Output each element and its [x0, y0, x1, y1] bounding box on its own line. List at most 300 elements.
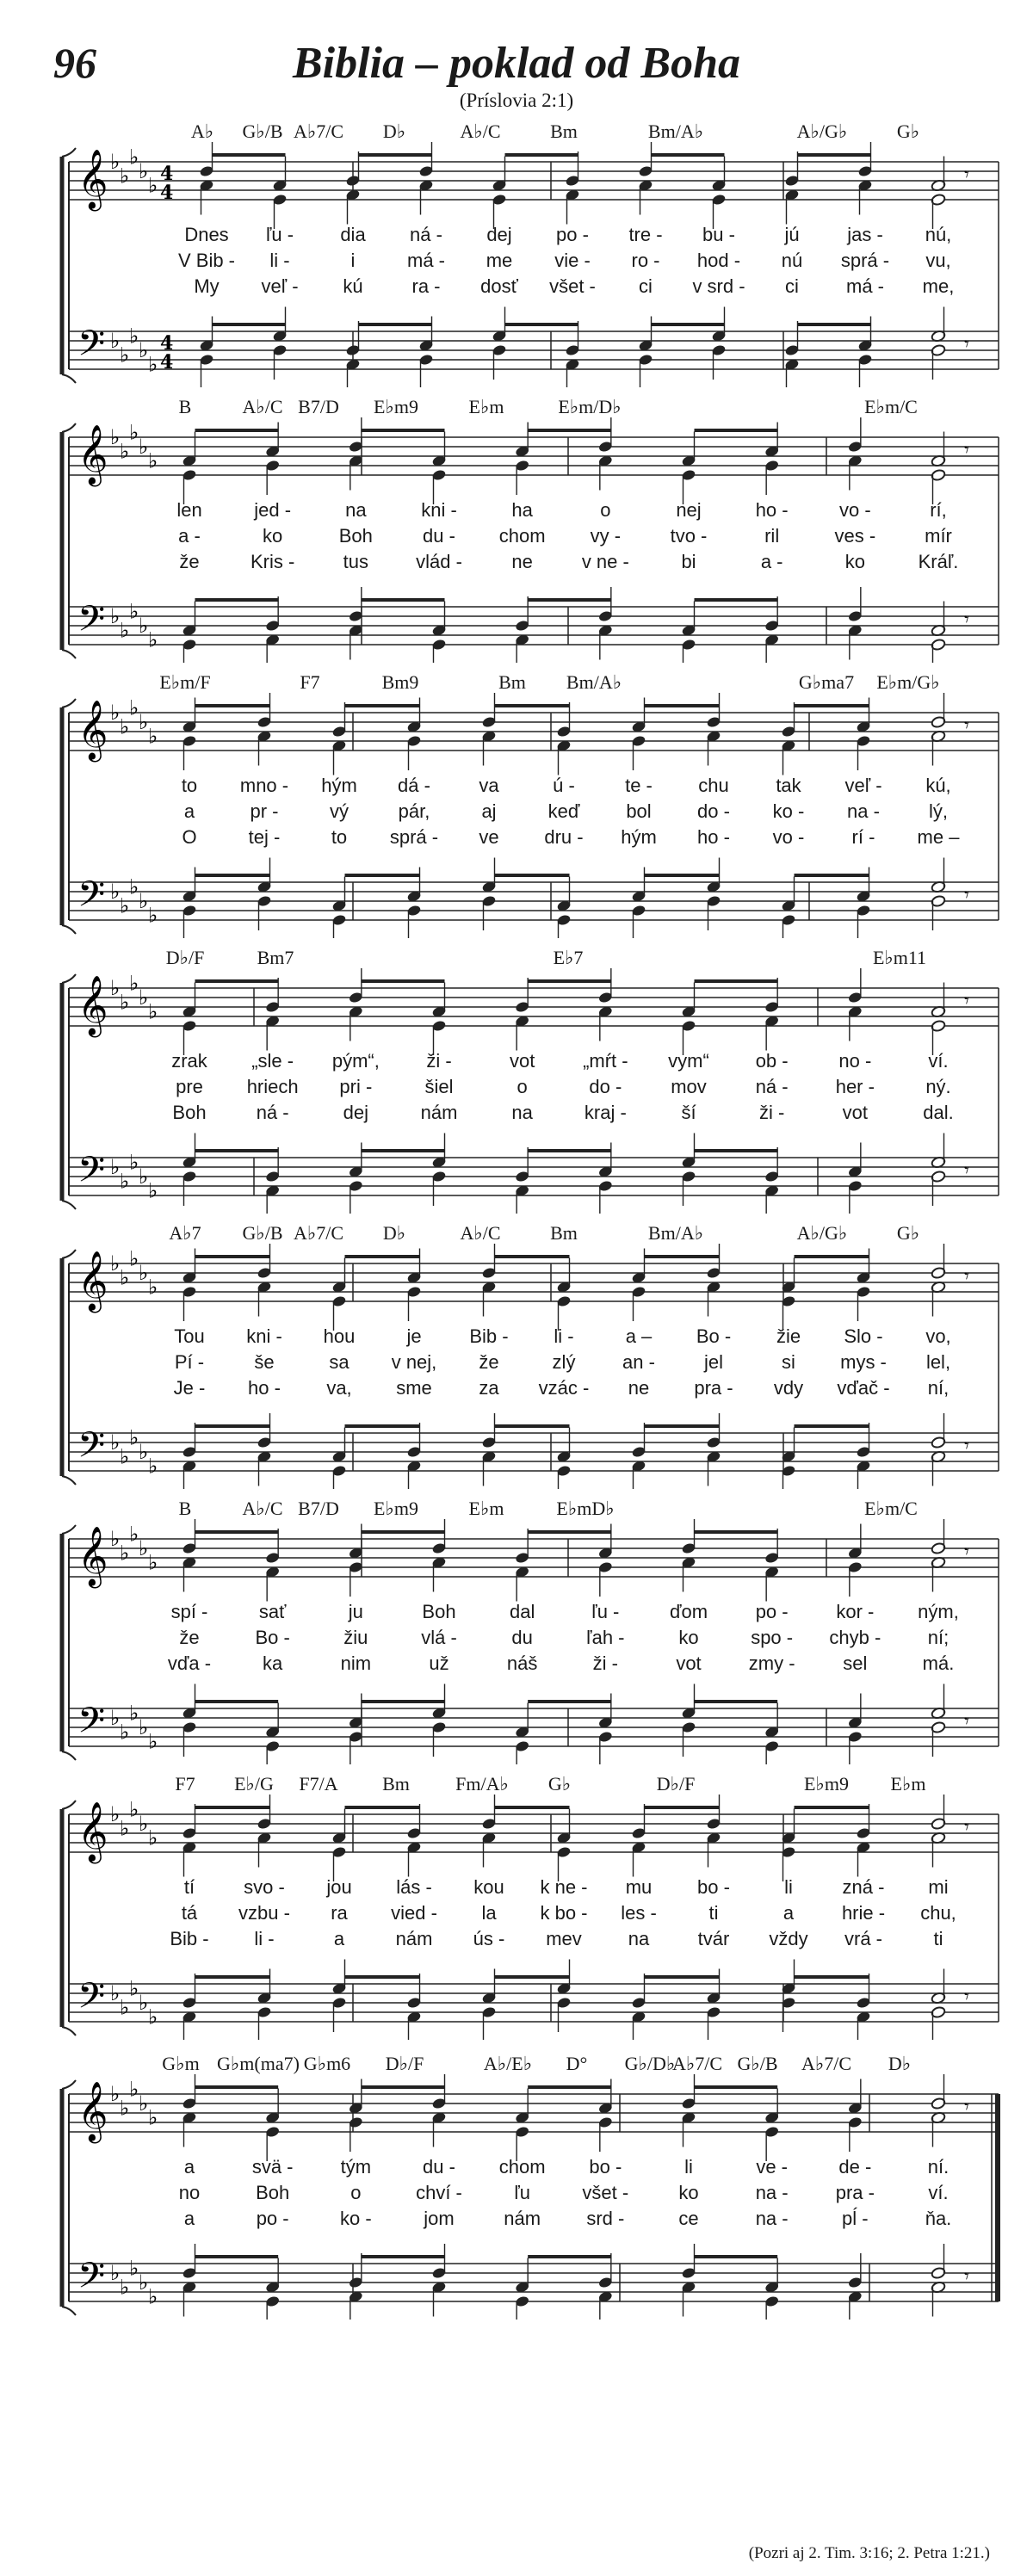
chord-symbol: A♭7/C: [671, 2053, 723, 2074]
flat-sign-icon: ♭: [148, 1275, 158, 1300]
lyric-syllable: v ne -: [581, 551, 629, 572]
flat-sign-icon: ♭: [110, 329, 121, 354]
chord-symbol: G♭m6: [303, 2053, 351, 2074]
lyric-syllable: mys -: [840, 1351, 887, 1373]
lyric-syllable: má.: [922, 1652, 955, 1674]
flat-sign-icon: ♭: [120, 1169, 130, 1194]
lyric-syllable: zná -: [842, 1876, 885, 1898]
lyric-syllable: dal: [509, 1601, 535, 1622]
treble-clef-icon: 𝄞: [77, 975, 108, 1035]
lyric-syllable: vďa -: [167, 1652, 212, 1674]
bracket-top-icon: [62, 423, 76, 432]
lyric-syllable: pri -: [339, 1076, 373, 1097]
lyric-syllable: va,: [326, 1377, 352, 1399]
lyric-syllable: hým: [621, 826, 657, 848]
lyric-syllable: len: [176, 499, 202, 521]
flat-sign-icon: ♭: [139, 338, 149, 363]
flat-sign-icon: ♭: [129, 971, 139, 996]
bracket-bottom-icon: [62, 2027, 76, 2035]
lyric-syllable: o: [516, 1076, 528, 1097]
lyric-syllable: ko -: [339, 2208, 372, 2229]
lyric-syllable: no: [178, 2182, 201, 2203]
lyric-syllable: na -: [755, 2208, 789, 2229]
lyric-syllable: ro -: [631, 250, 660, 271]
chord-symbol: E♭/G: [234, 1773, 274, 1795]
chord-symbol: A♭/C: [460, 120, 501, 142]
lyric-syllable: chví -: [416, 2182, 462, 2203]
chord-symbol: A♭: [190, 120, 214, 142]
flat-sign-icon: ♭: [120, 1541, 130, 1566]
lyric-syllable: ci: [785, 275, 799, 297]
lyric-syllable: de -: [838, 2156, 872, 2178]
lyric-syllable: náš: [506, 1652, 538, 1674]
lyric-syllable: mi: [928, 1876, 949, 1898]
music-system: [0, 1498, 1033, 1764]
lyric-syllable: dal.: [923, 1102, 954, 1123]
lyric-syllable: ko: [263, 525, 283, 547]
lyric-syllable: lás -: [396, 1876, 432, 1898]
flat-sign-icon: ♭: [120, 1995, 130, 2020]
lyric-syllable: rí -: [851, 826, 875, 848]
chord-symbol: E♭m: [468, 396, 504, 417]
treble-clef-icon: 𝄞: [77, 700, 108, 760]
bass-clef-icon: 𝄢: [77, 323, 106, 373]
lyric-syllable: k bo -: [540, 1902, 588, 1924]
chord-symbol: E♭m: [890, 1773, 926, 1795]
lyric-syllable: o: [350, 2182, 362, 2203]
lyric-syllable: do -: [697, 800, 730, 822]
lyric-syllable: ob -: [755, 1050, 789, 1072]
lyric-syllable: vie -: [554, 250, 591, 271]
flat-sign-icon: ♭: [110, 604, 121, 629]
chord-symbol: G♭ma7: [798, 671, 855, 693]
lyric-syllable: me,: [922, 275, 955, 297]
chord-symbol: G♭: [547, 1773, 572, 1795]
eighth-rest-icon: 𝄾: [964, 2097, 969, 2118]
lyric-syllable: dá -: [398, 775, 430, 796]
chord-symbol: G♭/B: [242, 1222, 283, 1244]
eighth-rest-icon: 𝄾: [964, 1436, 969, 1457]
lyric-syllable: tvár: [697, 1928, 730, 1949]
lyric-syllable: vý: [330, 800, 349, 822]
lyric-syllable: sať: [258, 1601, 287, 1622]
lyric-syllable: ti: [933, 1928, 943, 1949]
lyric-syllable: tak: [776, 775, 801, 796]
treble-clef-icon: 𝄞: [77, 2081, 108, 2141]
lyric-syllable: zrak: [171, 1050, 207, 1072]
time-signature: 4: [160, 163, 174, 185]
lyric-syllable: to: [331, 826, 348, 848]
eighth-rest-icon: 𝄾: [964, 991, 969, 1012]
lyric-syllable: po -: [755, 1601, 789, 1622]
lyric-syllable: lel,: [925, 1351, 951, 1373]
chord-symbol: A♭/C: [242, 1498, 283, 1519]
lyric-syllable: bol: [626, 800, 652, 822]
flat-sign-icon: ♭: [120, 439, 130, 464]
lyric-syllable: svä -: [251, 2156, 294, 2178]
bracket-top-icon: [62, 1250, 76, 1258]
flat-sign-icon: ♭: [129, 1150, 139, 1175]
chord-symbol: E♭m: [468, 1498, 504, 1519]
lyric-syllable: k ne -: [540, 1876, 588, 1898]
lyric-syllable: vot: [842, 1102, 869, 1123]
chord-symbol: E♭m/G♭: [876, 671, 940, 693]
chord-symbol: E♭m11: [872, 947, 927, 968]
lyric-syllable: na -: [847, 800, 880, 822]
chord-symbol: F7/A: [299, 1773, 338, 1795]
music-system: [0, 2053, 1033, 2320]
flat-sign-icon: ♭: [110, 880, 121, 905]
chord-symbol: A♭/E♭: [483, 2053, 533, 2074]
lyric-syllable: kú: [343, 275, 363, 297]
flat-sign-icon: ♭: [139, 1991, 149, 2016]
lyric-syllable: V Bib -: [177, 250, 236, 271]
chord-symbol: Bm/A♭: [566, 671, 622, 693]
lyric-syllable: a –: [625, 1325, 653, 1347]
lyric-syllable: Bib -: [170, 1928, 209, 1949]
chord-symbol: Bm/A♭: [647, 120, 704, 142]
chord-symbol: B7/D: [298, 1498, 339, 1519]
flat-sign-icon: ♭: [139, 1261, 149, 1286]
lyric-syllable: li: [784, 1876, 793, 1898]
flat-sign-icon: ♭: [129, 1797, 139, 1822]
eighth-rest-icon: 𝄾: [964, 715, 969, 737]
lyric-syllable: li -: [269, 250, 290, 271]
lyric-syllable: žie: [776, 1325, 801, 1347]
lyric-syllable: žiu: [343, 1627, 368, 1648]
flat-sign-icon: ♭: [110, 1706, 121, 1731]
lyric-syllable: za: [479, 1377, 499, 1399]
lyric-syllable: ra: [331, 1902, 348, 1924]
lyric-syllable: na: [511, 1102, 533, 1123]
lyric-syllable: ti: [708, 1902, 719, 1924]
flat-sign-icon: ♭: [139, 1715, 149, 1740]
lyric-syllable: ľu: [514, 2182, 530, 2203]
lyric-syllable: ho -: [248, 1377, 281, 1399]
lyric-syllable: to: [181, 775, 198, 796]
flat-sign-icon: ♭: [148, 173, 158, 198]
hymn-scripture-reference: (Príslovia 2:1): [459, 90, 574, 111]
lyric-syllable: rí,: [930, 499, 947, 521]
lyric-syllable: už: [429, 1652, 449, 1674]
lyric-syllable: do -: [589, 1076, 622, 1097]
flat-sign-icon: ♭: [139, 2270, 149, 2295]
hymn-number: 96: [53, 39, 96, 87]
bass-clef-icon: 𝄢: [77, 874, 106, 924]
chord-symbol: E♭m9: [374, 396, 418, 417]
lyric-syllable: lý,: [929, 800, 948, 822]
lyric-syllable: všet -: [549, 275, 596, 297]
lyric-syllable: les -: [621, 1902, 657, 1924]
lyric-syllable: o: [600, 499, 611, 521]
lyric-syllable: me: [486, 250, 513, 271]
lyric-syllable: „mŕt -: [583, 1050, 628, 1072]
lyric-syllable: hým: [321, 775, 357, 796]
lyric-syllable: ci: [639, 275, 653, 297]
lyric-syllable: O: [182, 826, 197, 848]
chord-symbol: E♭m/D♭: [558, 396, 622, 417]
chord-symbol: Bm: [550, 120, 578, 142]
chord-symbol: D♭/F: [165, 947, 205, 968]
lyric-syllable: srd -: [586, 2208, 625, 2229]
lyric-syllable: vlád -: [416, 551, 462, 572]
lyric-syllable: má -: [407, 250, 445, 271]
lyric-syllable: la: [481, 1902, 497, 1924]
lyric-syllable: zmy -: [748, 1652, 795, 1674]
chord-symbol: G♭: [896, 1222, 920, 1244]
lyric-syllable: tvo -: [670, 525, 708, 547]
flat-sign-icon: ♭: [120, 2096, 130, 2121]
lyric-syllable: še: [254, 1351, 275, 1373]
lyric-syllable: ha: [511, 499, 533, 521]
lyric-syllable: ne: [628, 1377, 650, 1399]
chord-symbol: G♭m(ma7): [217, 2053, 300, 2074]
lyric-syllable: dej: [343, 1102, 369, 1123]
flat-sign-icon: ♭: [129, 695, 139, 720]
lyric-syllable: keď: [547, 800, 580, 822]
lyric-syllable: mev: [546, 1928, 582, 1949]
lyric-syllable: ho -: [755, 499, 789, 521]
chord-symbol: E♭m9: [804, 1773, 849, 1795]
lyric-syllable: kú,: [925, 775, 951, 796]
lyric-syllable: Je -: [173, 1377, 206, 1399]
lyric-syllable: ďom: [669, 1601, 708, 1622]
lyric-syllable: jou: [326, 1876, 352, 1898]
lyric-syllable: kraj -: [584, 1102, 627, 1123]
flat-sign-icon: ♭: [129, 2256, 139, 2281]
lyric-syllable: ko -: [772, 800, 805, 822]
lyric-syllable: sprá -: [840, 250, 890, 271]
lyric-syllable: ves -: [834, 525, 876, 547]
lyric-syllable: bo -: [697, 1876, 730, 1898]
chord-symbol: A♭/C: [242, 396, 283, 417]
chord-symbol: B: [178, 1498, 192, 1519]
lyric-syllable: tej -: [248, 826, 281, 848]
lyric-syllable: bo -: [589, 2156, 622, 2178]
time-signature: 4: [160, 182, 174, 204]
lyric-syllable: Kris -: [250, 551, 295, 572]
lyric-syllable: du: [511, 1627, 533, 1648]
lyric-syllable: na: [345, 499, 367, 521]
lyric-syllable: po -: [556, 224, 589, 245]
flat-sign-icon: ♭: [110, 1802, 121, 1827]
flat-sign-icon: ♭: [120, 1444, 130, 1469]
chord-symbol: G♭/D♭: [624, 2053, 676, 2074]
lyric-syllable: v srd -: [692, 275, 745, 297]
flat-sign-icon: ♭: [110, 2261, 121, 2286]
chord-symbol: A♭7/C: [293, 120, 344, 142]
chord-symbol: E♭m/C: [864, 1498, 918, 1519]
lyric-syllable: vy -: [590, 525, 622, 547]
bracket-bottom-icon: [62, 1751, 76, 1760]
flat-sign-icon: ♭: [148, 2284, 158, 2309]
bass-clef-icon: 𝄢: [77, 1424, 106, 1474]
lyric-syllable: kou: [473, 1876, 504, 1898]
lyric-syllable: pým“,: [331, 1050, 380, 1072]
lyric-syllable: Boh: [172, 1102, 207, 1123]
eighth-rest-icon: 𝄾: [964, 1711, 969, 1733]
flat-sign-icon: ♭: [110, 1155, 121, 1180]
lyric-syllable: va: [479, 775, 499, 796]
lyric-syllable: a: [183, 2156, 195, 2178]
lyric-syllable: ži -: [426, 1050, 452, 1072]
bracket-bottom-icon: [62, 374, 76, 383]
lyric-syllable: že: [179, 551, 200, 572]
bracket-top-icon: [62, 2080, 76, 2089]
lyric-syllable: a: [333, 1928, 345, 1949]
chord-symbol: D♭/F: [385, 2053, 424, 2074]
lyric-syllable: ži -: [758, 1102, 785, 1123]
lyric-syllable: tým: [340, 2156, 372, 2178]
flat-sign-icon: ♭: [120, 618, 130, 643]
chord-symbol: G♭: [896, 120, 920, 142]
lyric-syllable: ka: [263, 1652, 283, 1674]
lyric-syllable: ko: [678, 2182, 699, 2203]
time-signature: 4: [160, 351, 174, 374]
chord-symbol: F7: [175, 1773, 195, 1795]
chord-symbol: E♭7: [553, 947, 584, 968]
lyric-syllable: ko: [844, 551, 865, 572]
lyric-syllable: vo -: [838, 499, 871, 521]
lyric-syllable: vot: [676, 1652, 702, 1674]
lyric-syllable: nám: [395, 1928, 433, 1949]
lyric-syllable: a -: [760, 551, 783, 572]
chord-symbol: B: [178, 396, 192, 417]
flat-sign-icon: ♭: [110, 1251, 121, 1276]
flat-sign-icon: ♭: [148, 903, 158, 928]
music-system: [0, 396, 1033, 663]
flat-sign-icon: ♭: [129, 599, 139, 624]
chord-symbol: D°: [566, 2053, 588, 2074]
lyric-syllable: zlý: [552, 1351, 576, 1373]
chord-symbol: E♭m/C: [864, 396, 918, 417]
lyric-syllable: Boh: [338, 525, 373, 547]
treble-clef-icon: 𝄞: [77, 1526, 108, 1586]
lyric-syllable: nú: [781, 250, 803, 271]
lyric-syllable: ne: [511, 551, 533, 572]
bracket-bottom-icon: [62, 1476, 76, 1485]
lyric-syllable: a: [183, 800, 195, 822]
flat-sign-icon: ♭: [120, 990, 130, 1015]
lyric-syllable: ví.: [928, 1050, 949, 1072]
music-system: [0, 671, 1033, 938]
lyric-syllable: ná -: [410, 224, 442, 245]
lyric-syllable: pĺ -: [842, 2208, 869, 2229]
chord-symbol: D♭: [382, 1222, 406, 1244]
lyric-syllable: vďač -: [837, 1377, 890, 1399]
lyric-syllable: ús -: [473, 1928, 505, 1949]
eighth-rest-icon: 𝄾: [964, 609, 969, 631]
lyric-syllable: hod -: [696, 250, 741, 271]
chord-symbol: Bm: [498, 671, 526, 693]
treble-clef-icon: 𝄞: [77, 149, 108, 209]
lyric-syllable: vot: [509, 1050, 535, 1072]
lyric-syllable: sa: [329, 1351, 349, 1373]
lyric-syllable: pre: [176, 1076, 203, 1097]
eighth-rest-icon: 𝄾: [964, 1986, 969, 2008]
chord-symbol: Bm: [382, 1773, 410, 1795]
lyric-syllable: chu,: [920, 1902, 956, 1924]
lyric-syllable: mno -: [239, 775, 289, 796]
lyric-syllable: šiel: [424, 1076, 454, 1097]
chord-symbol: Bm/A♭: [647, 1222, 704, 1244]
flat-sign-icon: ♭: [120, 164, 130, 188]
lyric-syllable: vrá -: [844, 1928, 882, 1949]
lyric-syllable: ná -: [755, 1076, 789, 1097]
chord-symbol: G♭m: [162, 2053, 200, 2074]
lyric-syllable: jom: [424, 2208, 455, 2229]
bass-clef-icon: 𝄢: [77, 2255, 106, 2305]
chord-symbol: A♭/C: [460, 1222, 501, 1244]
lyric-syllable: Bib -: [469, 1325, 509, 1347]
lyric-syllable: ce: [678, 2208, 699, 2229]
lyric-syllable: chu: [698, 775, 729, 796]
bass-clef-icon: 𝄢: [77, 1975, 106, 2025]
lyric-syllable: mu: [625, 1876, 653, 1898]
flat-sign-icon: ♭: [120, 714, 130, 739]
lyric-syllable: veľ -: [261, 275, 299, 297]
lyric-syllable: ní,: [927, 1377, 949, 1399]
flat-sign-icon: ♭: [148, 448, 158, 473]
music-system: [0, 947, 1033, 1214]
lyric-syllable: ní.: [927, 2156, 949, 2178]
flat-sign-icon: ♭: [129, 420, 139, 445]
lyric-syllable: ným,: [918, 1601, 959, 1622]
lyric-syllable: že: [479, 1351, 499, 1373]
lyric-syllable: ší: [681, 1102, 696, 1123]
bracket-top-icon: [62, 699, 76, 707]
time-signature: 4: [160, 332, 174, 355]
flat-sign-icon: ♭: [148, 999, 158, 1024]
lyric-syllable: vo,: [925, 1325, 951, 1347]
lyric-syllable: bi: [681, 551, 696, 572]
flat-sign-icon: ♭: [129, 1976, 139, 2001]
footer-reference: (Pozri aj 2. Tim. 3:16; 2. Petra 1:21.): [748, 2544, 990, 2562]
chord-symbol: Fm/A♭: [455, 1773, 509, 1795]
bass-clef-icon: 𝄢: [77, 1700, 106, 1750]
eighth-rest-icon: 𝄾: [964, 334, 969, 355]
lyric-syllable: her -: [835, 1076, 875, 1097]
music-system: [0, 120, 1033, 387]
treble-clef-icon: 𝄞: [77, 1801, 108, 1862]
lyric-syllable: jas -: [847, 224, 883, 245]
flat-sign-icon: ♭: [139, 1440, 149, 1465]
flat-sign-icon: ♭: [120, 1720, 130, 1745]
lyric-syllable: no -: [838, 1050, 872, 1072]
lyric-syllable: nú,: [925, 224, 952, 245]
chord-symbol: D♭: [382, 120, 406, 142]
lyric-syllable: dia: [340, 224, 366, 245]
lyric-syllable: svo -: [244, 1876, 285, 1898]
lyric-syllable: vlá -: [421, 1627, 457, 1648]
lyric-syllable: spo -: [751, 1627, 794, 1648]
bracket-top-icon: [62, 148, 76, 157]
lyric-syllable: ra -: [411, 275, 441, 297]
eighth-rest-icon: 𝄾: [964, 1541, 969, 1563]
flat-sign-icon: ♭: [148, 2005, 158, 2029]
lyric-syllable: ju: [348, 1601, 363, 1622]
flat-sign-icon: ♭: [139, 1164, 149, 1189]
lyric-syllable: mov: [671, 1076, 707, 1097]
lyric-syllable: vu,: [925, 250, 951, 271]
lyric-syllable: ko: [678, 1627, 699, 1648]
flat-sign-icon: ♭: [120, 893, 130, 918]
lyric-syllable: ný.: [925, 1076, 951, 1097]
flat-sign-icon: ♭: [148, 352, 158, 377]
lyric-syllable: kni -: [246, 1325, 282, 1347]
bracket-bottom-icon: [62, 650, 76, 658]
lyric-syllable: a: [183, 2208, 195, 2229]
